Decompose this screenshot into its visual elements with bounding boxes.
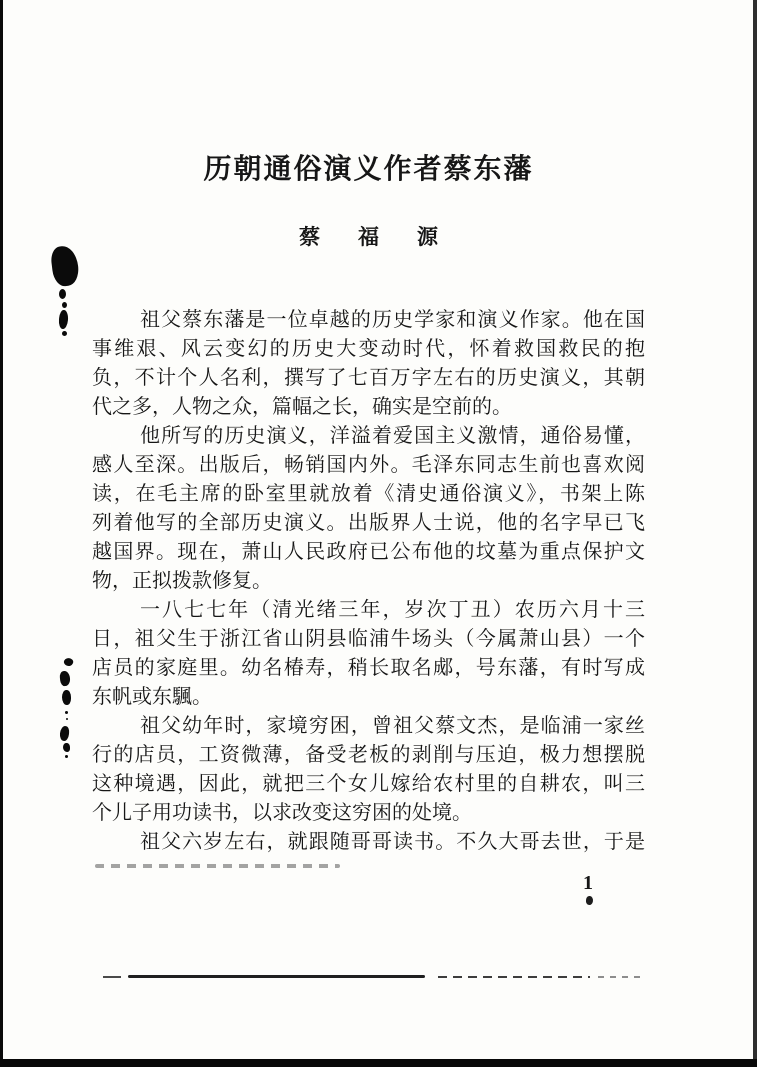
text-line: 物，正拟拨款修复。 xyxy=(92,570,272,592)
ink-blot xyxy=(50,245,81,288)
page-number: 1 xyxy=(583,872,593,894)
text-line: 列着他写的全部历史演义。出版界人士说，他的名字早已飞 xyxy=(92,512,645,534)
scan-artifact-line xyxy=(128,975,425,978)
scan-bottom-bar xyxy=(0,1059,757,1067)
scan-artifact-line xyxy=(438,976,590,978)
ink-speck xyxy=(59,726,70,742)
cutoff-text-remnant xyxy=(95,864,340,868)
page-title: 历朝通俗演义作者蔡东藩 xyxy=(203,154,534,185)
paragraph xyxy=(92,422,645,596)
text-line: 祖父六岁左右，就跟随哥哥读书。不久大哥去世，于是 xyxy=(140,831,645,853)
text-line: 代之多，人物之众，篇幅之长，确实是空前的。 xyxy=(92,396,512,418)
ink-speck xyxy=(63,656,75,667)
scan-edge-right-line xyxy=(753,0,757,1067)
ink-speck xyxy=(65,711,68,714)
text-line: 日，祖父生于浙江省山阴县临浦牛场头（今属萧山县）一个 xyxy=(92,628,645,650)
paragraph xyxy=(92,306,645,422)
paragraph xyxy=(92,596,645,712)
ink-speck xyxy=(62,302,67,308)
ink-speck xyxy=(59,289,66,299)
text-line: 他所写的历史演义，洋溢着爱国主义激情，通俗易懂， xyxy=(140,425,645,447)
text-line: 店员的家庭里。幼名椿寿，稍长取名郕，号东藩，有时写成 xyxy=(92,657,645,679)
ink-speck xyxy=(66,718,68,720)
ink-speck xyxy=(585,896,593,906)
text-line: 负，不计个人名利，撰写了七百万字左右的历史演义，其朝 xyxy=(92,367,645,389)
ink-speck xyxy=(62,690,71,705)
ink-speck xyxy=(63,743,70,752)
ink-speck xyxy=(65,755,68,758)
scan-artifact-line xyxy=(103,976,121,978)
author-char: 蔡 xyxy=(299,225,320,249)
ink-speck xyxy=(62,331,67,336)
text-line: 这种境遇，因此，就把三个女儿嫁给农村里的自耕农，叫三 xyxy=(92,773,645,795)
body-text xyxy=(92,306,645,857)
ink-speck xyxy=(58,310,69,330)
scan-edge-left-line xyxy=(0,0,3,1067)
text-line: 越国界。现在，萧山人民政府已公布他的坟墓为重点保护文 xyxy=(92,541,645,563)
text-line: 读，在毛主席的卧室里就放着《清史通俗演义》，书架上陈 xyxy=(92,483,645,505)
text-line: 感人至深。出版后，畅销国内外。毛泽东同志生前也喜欢阅 xyxy=(92,454,645,476)
scan-artifact-line xyxy=(598,976,646,978)
text-line: 个儿子用功读书，以求改变这穷困的处境。 xyxy=(92,802,472,824)
text-line: 祖父蔡东藩是一位卓越的历史学家和演义作家。他在国 xyxy=(140,309,645,331)
paragraph xyxy=(92,828,645,857)
ink-speck xyxy=(59,671,71,687)
text-line: 祖父幼年时，家境穷困，曾祖父蔡文杰，是临浦一家丝 xyxy=(140,715,645,737)
paragraph xyxy=(92,712,645,828)
author-char: 福 xyxy=(358,225,379,249)
text-line: 一八七七年（清光绪三年，岁次丁丑）农历六月十三 xyxy=(140,599,645,621)
author-char: 源 xyxy=(417,225,438,249)
author-name xyxy=(92,222,645,252)
text-line: 事维艰、风云变幻的历史大变动时代，怀着救国救民的抱 xyxy=(92,338,645,360)
text-line: 东帆或东颿。 xyxy=(92,686,212,708)
text-line: 行的店员，工资微薄，备受老板的剥削与压迫，极力想摆脱 xyxy=(92,744,645,766)
